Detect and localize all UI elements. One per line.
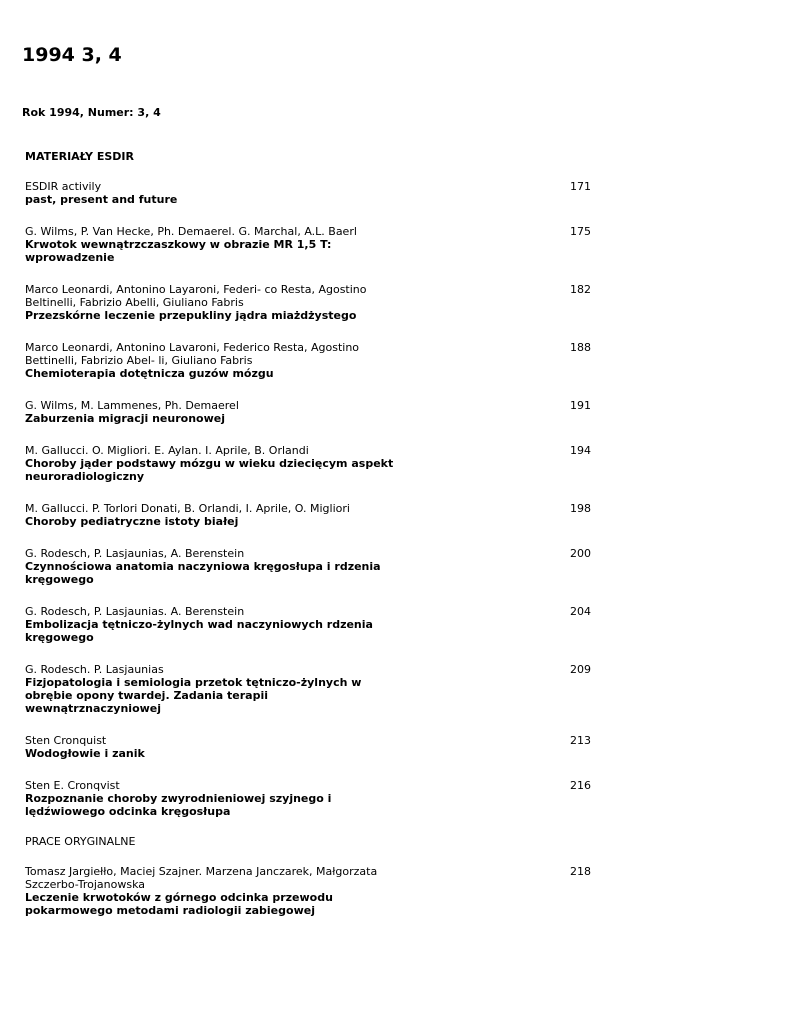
toc-entry[interactable] — [25, 283, 605, 322]
entry-text — [25, 663, 395, 715]
entry-page-number: 194 — [570, 444, 591, 457]
entry-title[interactable]: Embolizacja tętniczo-żylnych wad naczyniowych rdzenia kręgowego — [25, 618, 373, 644]
entry-page-number: 182 — [570, 283, 591, 296]
entry-text — [25, 734, 395, 760]
entry-text — [25, 865, 395, 917]
entry-text — [25, 180, 395, 206]
entry-text — [25, 444, 395, 483]
toc-entry[interactable] — [25, 444, 605, 483]
entry-authors: M. Gallucci. P. Torlori Donati, B. Orlandi, I. Aprile, O. Migliori — [25, 502, 350, 515]
entry-authors: Marco Leonardi, Antonino Lavaroni, Federico Resta, Agostino Bettinelli, Fabrizio Abel- li, Giuliano Fabris — [25, 341, 360, 367]
table-of-contents — [25, 150, 605, 917]
toc-entry[interactable] — [25, 502, 605, 528]
entry-title[interactable]: Choroby jąder podstawy mózgu w wieku dziecięcym aspekt neuroradiologiczny — [25, 457, 394, 483]
entry-text — [25, 547, 395, 586]
entry-authors: Sten E. Cronqvist — [25, 779, 120, 792]
entry-text — [25, 605, 395, 644]
toc-entry[interactable] — [25, 399, 605, 425]
entry-authors: Marco Leonardi, Antonino Layaroni, Federi- co Resta, Agostino Beltinelli, Fabrizio Abelli, Giuliano Fabris — [25, 283, 367, 309]
toc-entry[interactable] — [25, 779, 605, 818]
entry-text — [25, 225, 395, 264]
toc-entry[interactable] — [25, 180, 605, 206]
page-title: 1994 3, 4 — [22, 44, 122, 66]
entry-title[interactable]: Wodogłowie i zanik — [25, 747, 145, 760]
entry-text — [25, 399, 395, 425]
entry-title[interactable]: Leczenie krwotoków z górnego odcinka przewodu pokarmowego metodami radiologii zabiegowej — [25, 891, 333, 917]
entry-page-number: 188 — [570, 341, 591, 354]
entry-title[interactable]: Chemioterapia dotętnicza guzów mózgu — [25, 367, 274, 380]
entry-title[interactable]: Czynnościowa anatomia naczyniowa kręgosłupa i rdzenia kręgowego — [25, 560, 381, 586]
entry-authors: G. Rodesch. P. Lasjaunias — [25, 663, 164, 676]
entry-page-number: 191 — [570, 399, 591, 412]
entry-title[interactable]: Przezskórne leczenie przepukliny jądra miażdżystego — [25, 309, 357, 322]
toc-entry[interactable] — [25, 605, 605, 644]
issue-line: Rok 1994, Numer: 3, 4 — [22, 106, 161, 119]
entry-page-number: 216 — [570, 779, 591, 792]
entry-text — [25, 283, 395, 322]
entry-title[interactable]: Rozpoznanie choroby zwyrodnieniowej szyjnego i lędźwiowego odcinka kręgosłupa — [25, 792, 332, 818]
entry-authors: ESDIR activily — [25, 180, 102, 193]
entry-page-number: 200 — [570, 547, 591, 560]
entry-page-number: 218 — [570, 865, 591, 878]
entry-page-number: 209 — [570, 663, 591, 676]
entry-authors: G. Rodesch, P. Lasjaunias. A. Berenstein — [25, 605, 245, 618]
entry-authors: G. Rodesch, P. Lasjaunias, A. Berenstein — [25, 547, 245, 560]
entry-page-number: 198 — [570, 502, 591, 515]
entry-authors: M. Gallucci. O. Migliori. E. Aylan. I. Aprile, B. Orlandi — [25, 444, 309, 457]
entry-page-number: 171 — [570, 180, 591, 193]
section-heading: MATERIAŁY ESDIR — [25, 150, 134, 163]
entry-page-number: 175 — [570, 225, 591, 238]
entry-authors: Tomasz Jargiełło, Maciej Szajner. Marzena Janczarek, Małgorzata Szczerbo-Trojanowska — [25, 865, 378, 891]
entry-text — [25, 502, 395, 528]
toc-entry[interactable] — [25, 341, 605, 380]
entry-authors: G. Wilms, M. Lammenes, Ph. Demaerel — [25, 399, 239, 412]
entry-title[interactable]: Zaburzenia migracji neuronowej — [25, 412, 225, 425]
toc-entry[interactable] — [25, 865, 605, 917]
entry-authors: Sten Cronquist — [25, 734, 107, 747]
entry-title[interactable]: Fizjopatologia i semiologia przetok tętniczo-żylnych w obrębie opony twardej. Zadania terapii wewnątrznaczyniowej — [25, 676, 362, 715]
entry-text — [25, 779, 395, 818]
section-heading: PRACE ORYGINALNE — [25, 835, 136, 848]
toc-entry[interactable] — [25, 734, 605, 760]
entry-title[interactable]: Krwotok wewnątrzczaszkowy w obrazie MR 1,5 T: wprowadzenie — [25, 238, 332, 264]
entry-page-number: 213 — [570, 734, 591, 747]
entry-authors: G. Wilms, P. Van Hecke, Ph. Demaerel. G. Marchal, A.L. Baerl — [25, 225, 357, 238]
toc-entry[interactable] — [25, 225, 605, 264]
entry-title[interactable]: past, present and future — [25, 193, 178, 206]
entry-title[interactable]: Choroby pediatryczne istoty białej — [25, 515, 239, 528]
toc-entry[interactable] — [25, 663, 605, 715]
entry-text — [25, 341, 395, 380]
entry-page-number: 204 — [570, 605, 591, 618]
toc-entry[interactable] — [25, 547, 605, 586]
